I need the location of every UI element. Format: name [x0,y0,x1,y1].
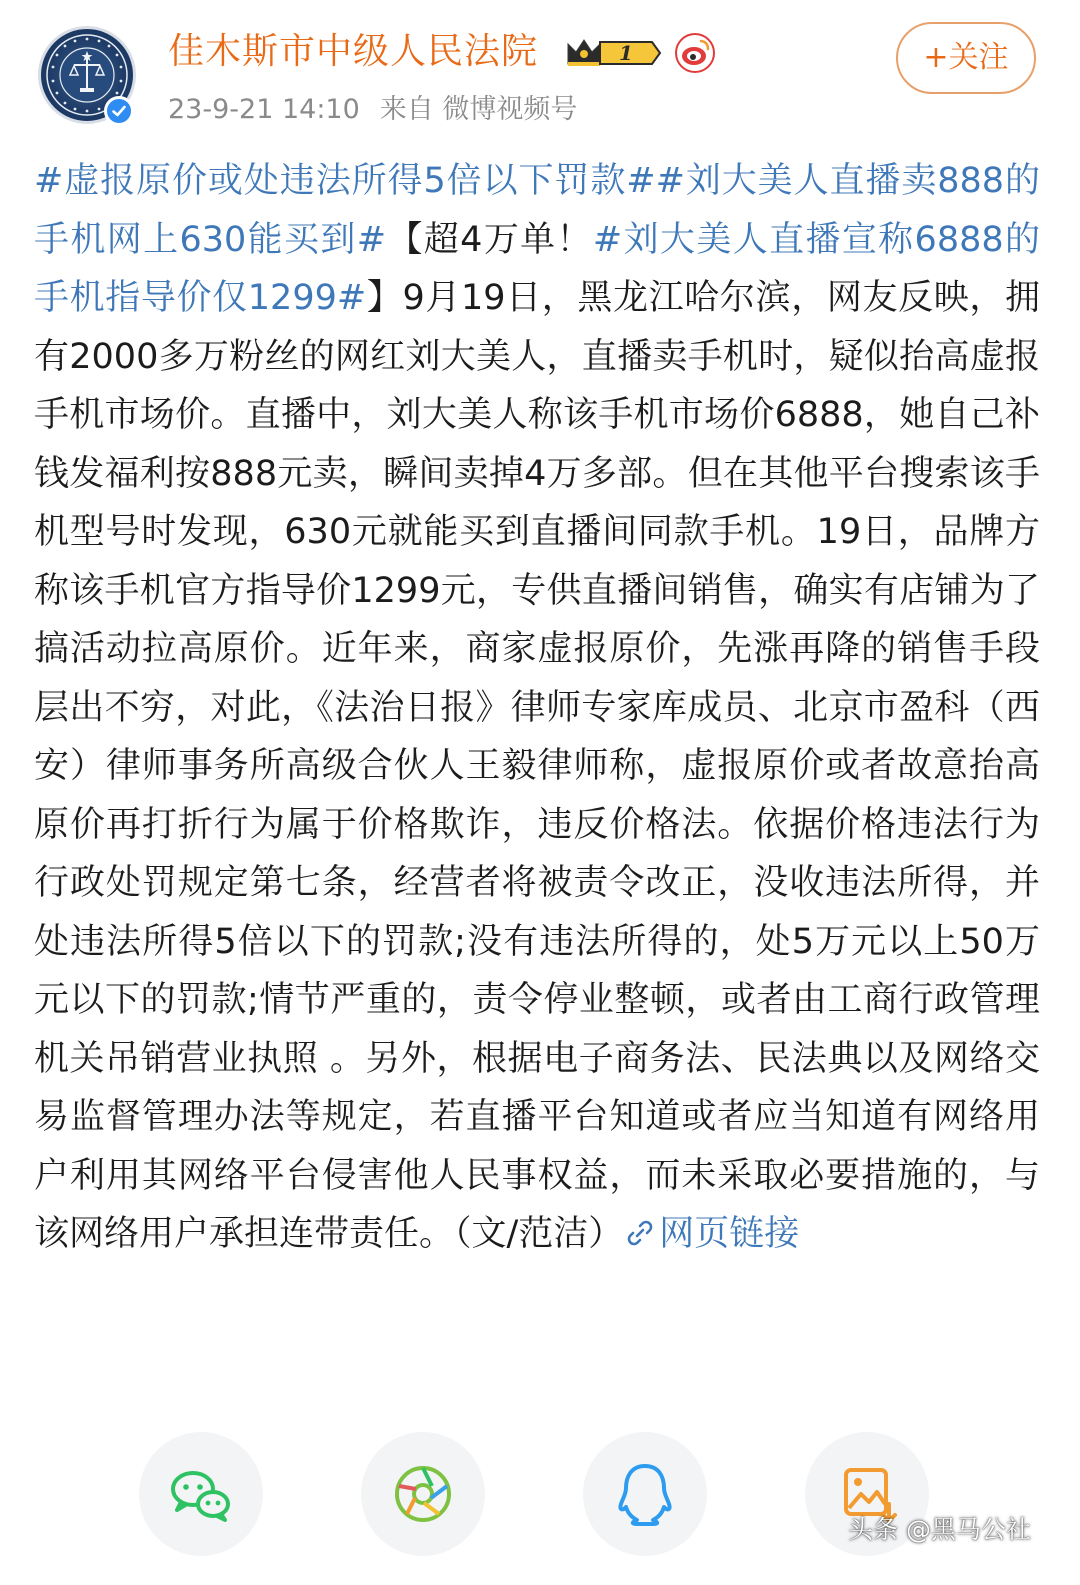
post-text-segment: 】9月19日，黑龙江哈尔滨，网友反映，拥有2000多万粉丝的网红刘大美人，直播卖手机时，疑似抬高虚报手机市场价。直播中，刘大美人称该手机市场价6888，她自己补钱发福利按888元卖，瞬间卖掉4万多部。但在其他平台搜索该手机型号时发现，630元就能买到直播间同款手机。19日，品牌方称该手机官方指导价1299元，专供直播间销售，确实有店铺为了搞活动拉高原价。近年来，商家虚报原价，先涨再降的销售手段层出不穷，对此，《法治日报》律师专家库成员、北京市盈科（西安）律师事务所高级合伙人王毅律师称，虚报原价或者故意抬高原价再打折行为属于价格欺诈，违反价格法。依据价格违法行为行政处罚规定第七条，经营者将被责令改正，没收违法所得，并处违法所得5倍以下的罚款;没有违法所得的，处5万元以上50万元以下的罚款;情节严重的，责令停业整顿，或者由工商行政管理机关吊销营业执照 。另外，根据电子商务法、民法典以及网络交易监督管理办法等规定，若直播平台知道或者应当知道有网络用户利用其网络平台侵害他人民事权益，而未采取必要措施的，与该网络用户承担连带责任。（文/范洁） [34,278,1040,1254]
source-app[interactable]: 微博视频号 [442,94,578,125]
post-text-segment: 【超4万单！ [386,219,593,260]
verified-badge-icon [104,96,134,126]
badge-level-text: 1 [619,41,633,65]
qq-share-button[interactable] [583,1432,707,1556]
hashtag[interactable]: #刘大美人直播宣称6888的手机指导价仅1299# [34,219,1040,318]
post-content [34,152,1040,1264]
web-link[interactable] [623,1214,799,1254]
watermark: 头条 @黑马公社 [848,1515,1031,1544]
moments-icon [361,1432,485,1556]
source-prefix: 来自 [379,94,434,125]
web-link-label[interactable]: 网页链接 [659,1214,800,1254]
username[interactable]: 佳木斯市中级人民法院 [168,31,539,72]
post-timestamp: 23-9-21 14:10 [168,94,360,125]
follow-button[interactable]: +关注 [896,22,1036,94]
weibo-icon [674,32,716,74]
moments-share-button[interactable] [361,1432,485,1556]
hashtag[interactable]: #虚报原价或处违法所得5倍以下罚款# [34,161,656,201]
qq-icon [583,1432,707,1556]
post-header [0,0,1080,150]
wechat-share-button[interactable] [139,1432,263,1556]
wechat-icon [139,1432,263,1556]
level-badge[interactable] [564,34,664,72]
link-icon [623,1216,657,1250]
post-meta [168,90,577,130]
hashtag[interactable]: #刘大美人直播卖888的手机网上630能买到# [34,161,1040,260]
crown-badge-icon [564,34,664,72]
